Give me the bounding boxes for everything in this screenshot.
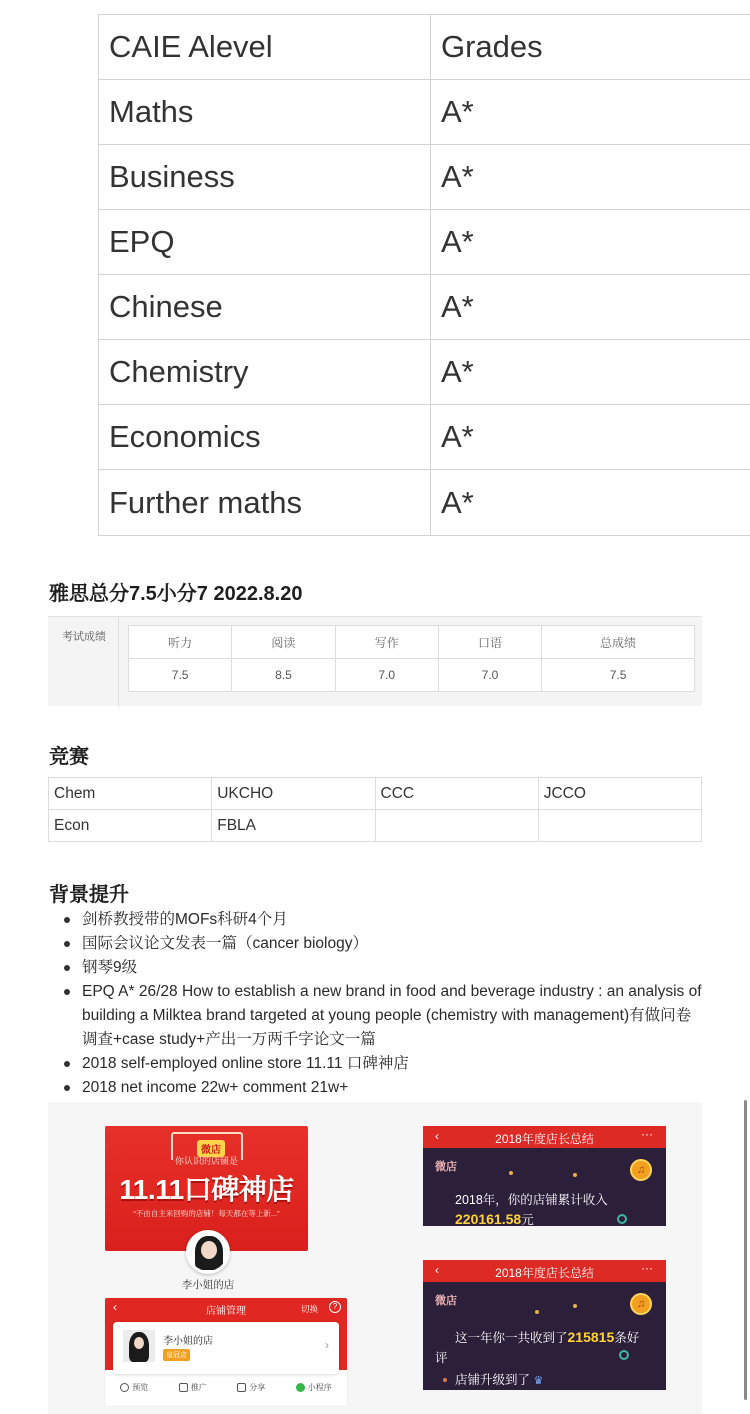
weidian-logo: 微店: [435, 1295, 457, 1307]
upgrade-text: [455, 1370, 543, 1388]
promo-slogan: “不由自主来回购的店铺！每天都在等上新...”: [133, 1209, 280, 1218]
back-icon[interactable]: ‹: [435, 1263, 439, 1277]
sparkle-dot: [443, 1378, 447, 1382]
subject-cell: Chinese: [99, 275, 431, 340]
background-list: [64, 908, 704, 1100]
crown-icon: ♛: [533, 1375, 544, 1387]
tab-label: 预览: [132, 1383, 149, 1392]
sparkle-dot: [573, 1173, 577, 1177]
grades-table: [98, 14, 750, 536]
comp-cell: [375, 810, 538, 842]
sparkle-dot: [573, 1304, 577, 1308]
decor-ring: [617, 1214, 627, 1224]
ielts-score-panel: [48, 616, 702, 706]
ielts-col-writing: 写作: [335, 626, 438, 659]
subject-cell: Chemistry: [99, 340, 431, 405]
comp-cell: Chem: [49, 778, 212, 810]
music-coin-icon: ♫: [630, 1293, 652, 1315]
avatar: [186, 1230, 230, 1274]
subject-cell: Economics: [99, 405, 431, 470]
subject-cell: Business: [99, 145, 431, 210]
avatar-face: [201, 1241, 217, 1259]
divider: [118, 617, 119, 707]
table-row: [49, 778, 702, 810]
subject-cell: EPQ: [99, 210, 431, 275]
ielts-col-speaking: 口语: [438, 626, 541, 659]
comp-cell: CCC: [375, 778, 538, 810]
avatar: [123, 1330, 155, 1362]
decor-ring: [619, 1350, 629, 1360]
card-title: 2018年度店长总结: [495, 1132, 594, 1146]
comp-cell: UKCHO: [212, 778, 375, 810]
promo-subtitle: 你认识的店铺是: [174, 1156, 238, 1166]
store-manager-panel: [105, 1298, 347, 1406]
competitions-heading: 竞赛: [49, 746, 89, 768]
store-screenshots: [48, 1102, 702, 1414]
ielts-score-reading: 8.5: [232, 659, 335, 692]
weidian-logo: 微店: [435, 1161, 457, 1173]
subject-cell: Further maths: [99, 470, 431, 536]
manager-title: 店铺管理: [206, 1306, 246, 1317]
table-row: [99, 15, 750, 80]
comp-cell: Econ: [49, 810, 212, 842]
mini-program-icon: [296, 1383, 305, 1392]
tab-promote[interactable]: [179, 1382, 207, 1393]
back-icon[interactable]: ‹: [435, 1129, 439, 1143]
ielts-col-overall: 总成绩: [542, 626, 695, 659]
megaphone-icon: [179, 1383, 188, 1392]
table-row: [129, 659, 695, 692]
crown-store-badge: 皇冠店: [163, 1349, 190, 1361]
grade-cell: A*: [431, 405, 750, 470]
table-row: [99, 405, 750, 470]
eye-icon: [120, 1383, 129, 1392]
income-value: 220161.58: [455, 1211, 522, 1226]
grade-cell: A*: [431, 470, 750, 536]
grade-cell: A*: [431, 340, 750, 405]
table-row: [99, 80, 750, 145]
table-row: [99, 210, 750, 275]
grades-header-subject: CAIE Alevel: [99, 15, 431, 80]
table-row: [99, 340, 750, 405]
music-coin-icon: ♫: [630, 1159, 652, 1181]
reviews-text: [455, 1328, 639, 1346]
share-icon: [237, 1383, 246, 1392]
ielts-score-table: [128, 625, 695, 692]
grade-cell: A*: [431, 80, 750, 145]
table-row: [99, 145, 750, 210]
subject-cell: Maths: [99, 80, 431, 145]
list-item: 2018 net income 22w+ comment 21w+: [64, 1076, 704, 1100]
tab-preview[interactable]: [120, 1382, 148, 1393]
ielts-col-reading: 阅读: [232, 626, 335, 659]
list-item: EPQ A* 26/28 How to establish a new brand in food and beverage industry : an analysis of building a Milktea brand targeted at young people (chemistry with management)有做问卷调查+case study+产出一万两千字论文一篇: [64, 980, 704, 1052]
promo-title: 11.11口碑神店: [119, 1174, 294, 1205]
tab-label: 分享: [249, 1383, 266, 1392]
reviews-count: 215815: [567, 1329, 615, 1345]
grade-cell: A*: [431, 145, 750, 210]
comp-cell: [538, 810, 701, 842]
income-unit: 元: [521, 1213, 534, 1226]
store-card-name: 李小姐的店: [163, 1336, 213, 1347]
ielts-label: 考试成绩: [62, 630, 106, 643]
tab-label: 推广: [190, 1383, 207, 1392]
manager-tabs: [105, 1382, 347, 1393]
ielts-score-listening: 7.5: [129, 659, 232, 692]
more-icon[interactable]: ···: [641, 1127, 653, 1141]
more-icon[interactable]: ···: [641, 1261, 653, 1275]
scrollbar[interactable]: [744, 1100, 747, 1400]
reviews-pre: 这一年你一共收到了: [455, 1331, 568, 1345]
weidian-badge: 微店: [197, 1140, 225, 1157]
grade-cell: A*: [431, 275, 750, 340]
tab-share[interactable]: [237, 1382, 265, 1393]
tab-label: 小程序: [307, 1383, 332, 1392]
list-item: 国际会议论文发表一篇（cancer biology）: [64, 932, 704, 956]
grade-cell: A*: [431, 210, 750, 275]
comp-cell: FBLA: [212, 810, 375, 842]
list-item: 剑桥教授带的MOFs科研4个月: [64, 908, 704, 932]
table-row: [49, 810, 702, 842]
ielts-score-overall: 7.5: [542, 659, 695, 692]
store-card[interactable]: [113, 1322, 339, 1374]
ielts-heading: 雅思总分7.5小分7 2022.8.20: [49, 583, 303, 605]
help-icon[interactable]: ?: [329, 1301, 341, 1313]
store-name: 李小姐的店: [181, 1279, 235, 1291]
list-item: 2018 self-employed online store 11.11 口碑神店: [64, 1052, 704, 1076]
list-item: 钢琴9级: [64, 956, 704, 980]
ielts-score-speaking: 7.0: [438, 659, 541, 692]
annual-summary-reviews-card: [423, 1260, 666, 1390]
background-heading: 背景提升: [49, 884, 129, 906]
sparkle-dot: [535, 1310, 539, 1314]
annual-summary-income-card: [423, 1126, 666, 1226]
competitions-table: [48, 777, 702, 842]
avatar-face: [134, 1337, 144, 1349]
income-amount: [455, 1210, 534, 1226]
grades-header-grade: Grades: [431, 15, 750, 80]
reviews-post: 条好: [614, 1331, 640, 1345]
income-text: 2018年，你的店铺累计收入: [455, 1193, 608, 1207]
sparkle-dot: [509, 1171, 513, 1175]
ielts-col-listening: 听力: [129, 626, 232, 659]
card-title: 2018年度店长总结: [495, 1266, 594, 1280]
table-row: [129, 626, 695, 659]
table-row: [99, 275, 750, 340]
chevron-right-icon: ›: [325, 1338, 329, 1352]
switch-button[interactable]: 切换: [301, 1304, 319, 1314]
back-icon[interactable]: ‹: [113, 1300, 117, 1314]
reviews-text-2: 评: [435, 1351, 448, 1365]
comp-cell: JCCO: [538, 778, 701, 810]
upgrade-label: 店铺升级到了: [455, 1373, 531, 1387]
ielts-score-writing: 7.0: [335, 659, 438, 692]
tab-mini-program[interactable]: [296, 1382, 332, 1393]
table-row: [99, 470, 750, 536]
